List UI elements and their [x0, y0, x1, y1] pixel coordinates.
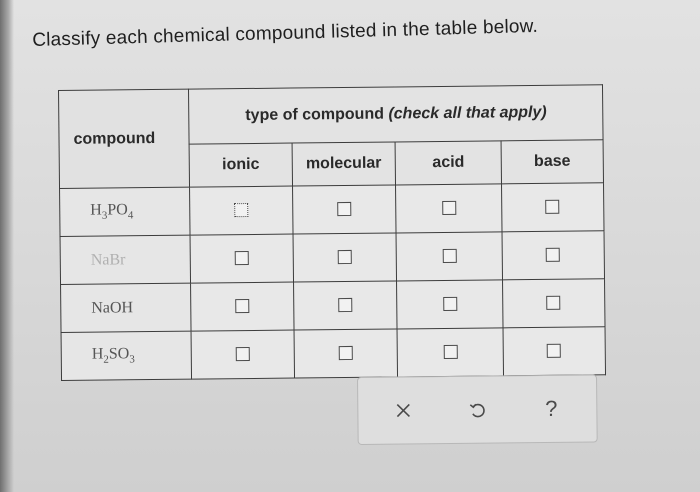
x-icon	[395, 402, 411, 418]
cell-h3po4-acid	[396, 184, 502, 233]
cell-nabr-base	[502, 231, 605, 280]
formula-part: SO	[108, 345, 130, 363]
clear-button[interactable]	[383, 390, 423, 430]
cell-naoh-molecular	[293, 281, 397, 330]
answer-action-bar	[357, 374, 598, 445]
cell-h2so3-ionic	[191, 330, 294, 379]
help-label: ?	[545, 395, 558, 422]
formula-subscript: 4	[127, 209, 134, 222]
column-header-base: base	[501, 140, 604, 184]
checkbox-nabr-base[interactable]	[546, 248, 560, 262]
column-header-molecular: molecular	[292, 142, 396, 186]
checkbox-h2so3-base[interactable]	[547, 344, 561, 358]
undo-button[interactable]	[457, 390, 497, 430]
formula-subscript: 3	[101, 210, 108, 223]
cell-h3po4-ionic	[190, 186, 293, 235]
table-row	[60, 183, 604, 237]
checkbox-nabr-molecular[interactable]	[338, 250, 352, 264]
checkbox-nabr-acid[interactable]	[442, 249, 456, 263]
cell-h3po4-base	[501, 183, 604, 232]
checkbox-h2so3-ionic[interactable]	[236, 347, 250, 361]
question-prompt: Classify each chemical compound listed in the table below.	[32, 15, 539, 51]
classification-table-wrapper	[58, 84, 606, 372]
formula-subscript: 3	[129, 353, 135, 366]
checkbox-h2so3-molecular[interactable]	[339, 346, 353, 360]
compound-label-h3po4	[60, 187, 191, 236]
type-header-text: type of compound	[245, 105, 389, 125]
classification-table	[58, 84, 606, 381]
formula-part: PO	[107, 201, 128, 219]
checkbox-naoh-molecular[interactable]	[338, 298, 352, 312]
compound-label-naoh	[61, 283, 192, 332]
cell-nabr-acid	[396, 232, 502, 281]
cell-naoh-ionic	[191, 282, 294, 331]
column-header-ionic: ionic	[190, 143, 293, 187]
column-header-acid: acid	[395, 141, 501, 185]
formula-part: NaBr	[90, 250, 126, 269]
checkbox-h2so3-acid[interactable]	[443, 345, 457, 359]
cell-h3po4-molecular	[292, 185, 396, 234]
checkbox-h3po4-acid[interactable]	[442, 201, 456, 215]
checkbox-naoh-base[interactable]	[547, 296, 561, 310]
compound-label-nabr	[60, 235, 191, 284]
checkbox-naoh-acid[interactable]	[443, 297, 457, 311]
type-header-instruction: (check all that apply)	[388, 103, 547, 123]
table-row	[61, 279, 605, 333]
cell-naoh-acid	[397, 280, 503, 329]
table-row	[60, 231, 604, 285]
cell-h2so3-molecular	[294, 329, 398, 378]
cell-nabr-molecular	[293, 233, 397, 282]
help-button[interactable]	[531, 389, 571, 429]
checkbox-nabr-ionic[interactable]	[235, 251, 249, 265]
table-row	[61, 327, 605, 381]
undo-icon	[468, 401, 486, 419]
formula-subscript: 2	[103, 354, 109, 367]
cell-naoh-base	[502, 279, 605, 328]
checkbox-naoh-ionic[interactable]	[235, 299, 249, 313]
cell-h2so3-acid	[397, 328, 503, 377]
cell-h2so3-base	[503, 327, 606, 376]
checkbox-h3po4-molecular[interactable]	[337, 202, 351, 216]
compound-column-header: compound	[59, 89, 190, 188]
formula-part: H	[91, 345, 104, 364]
formula-part: NaOH	[91, 298, 134, 317]
compound-label-h2so3	[61, 331, 192, 380]
checkbox-h3po4-base[interactable]	[546, 200, 560, 214]
formula-part: H	[90, 201, 102, 220]
screen-edge-shadow	[0, 0, 14, 492]
type-of-compound-header	[189, 85, 603, 144]
cell-nabr-ionic	[190, 234, 293, 283]
checkbox-h3po4-ionic[interactable]	[234, 203, 248, 217]
